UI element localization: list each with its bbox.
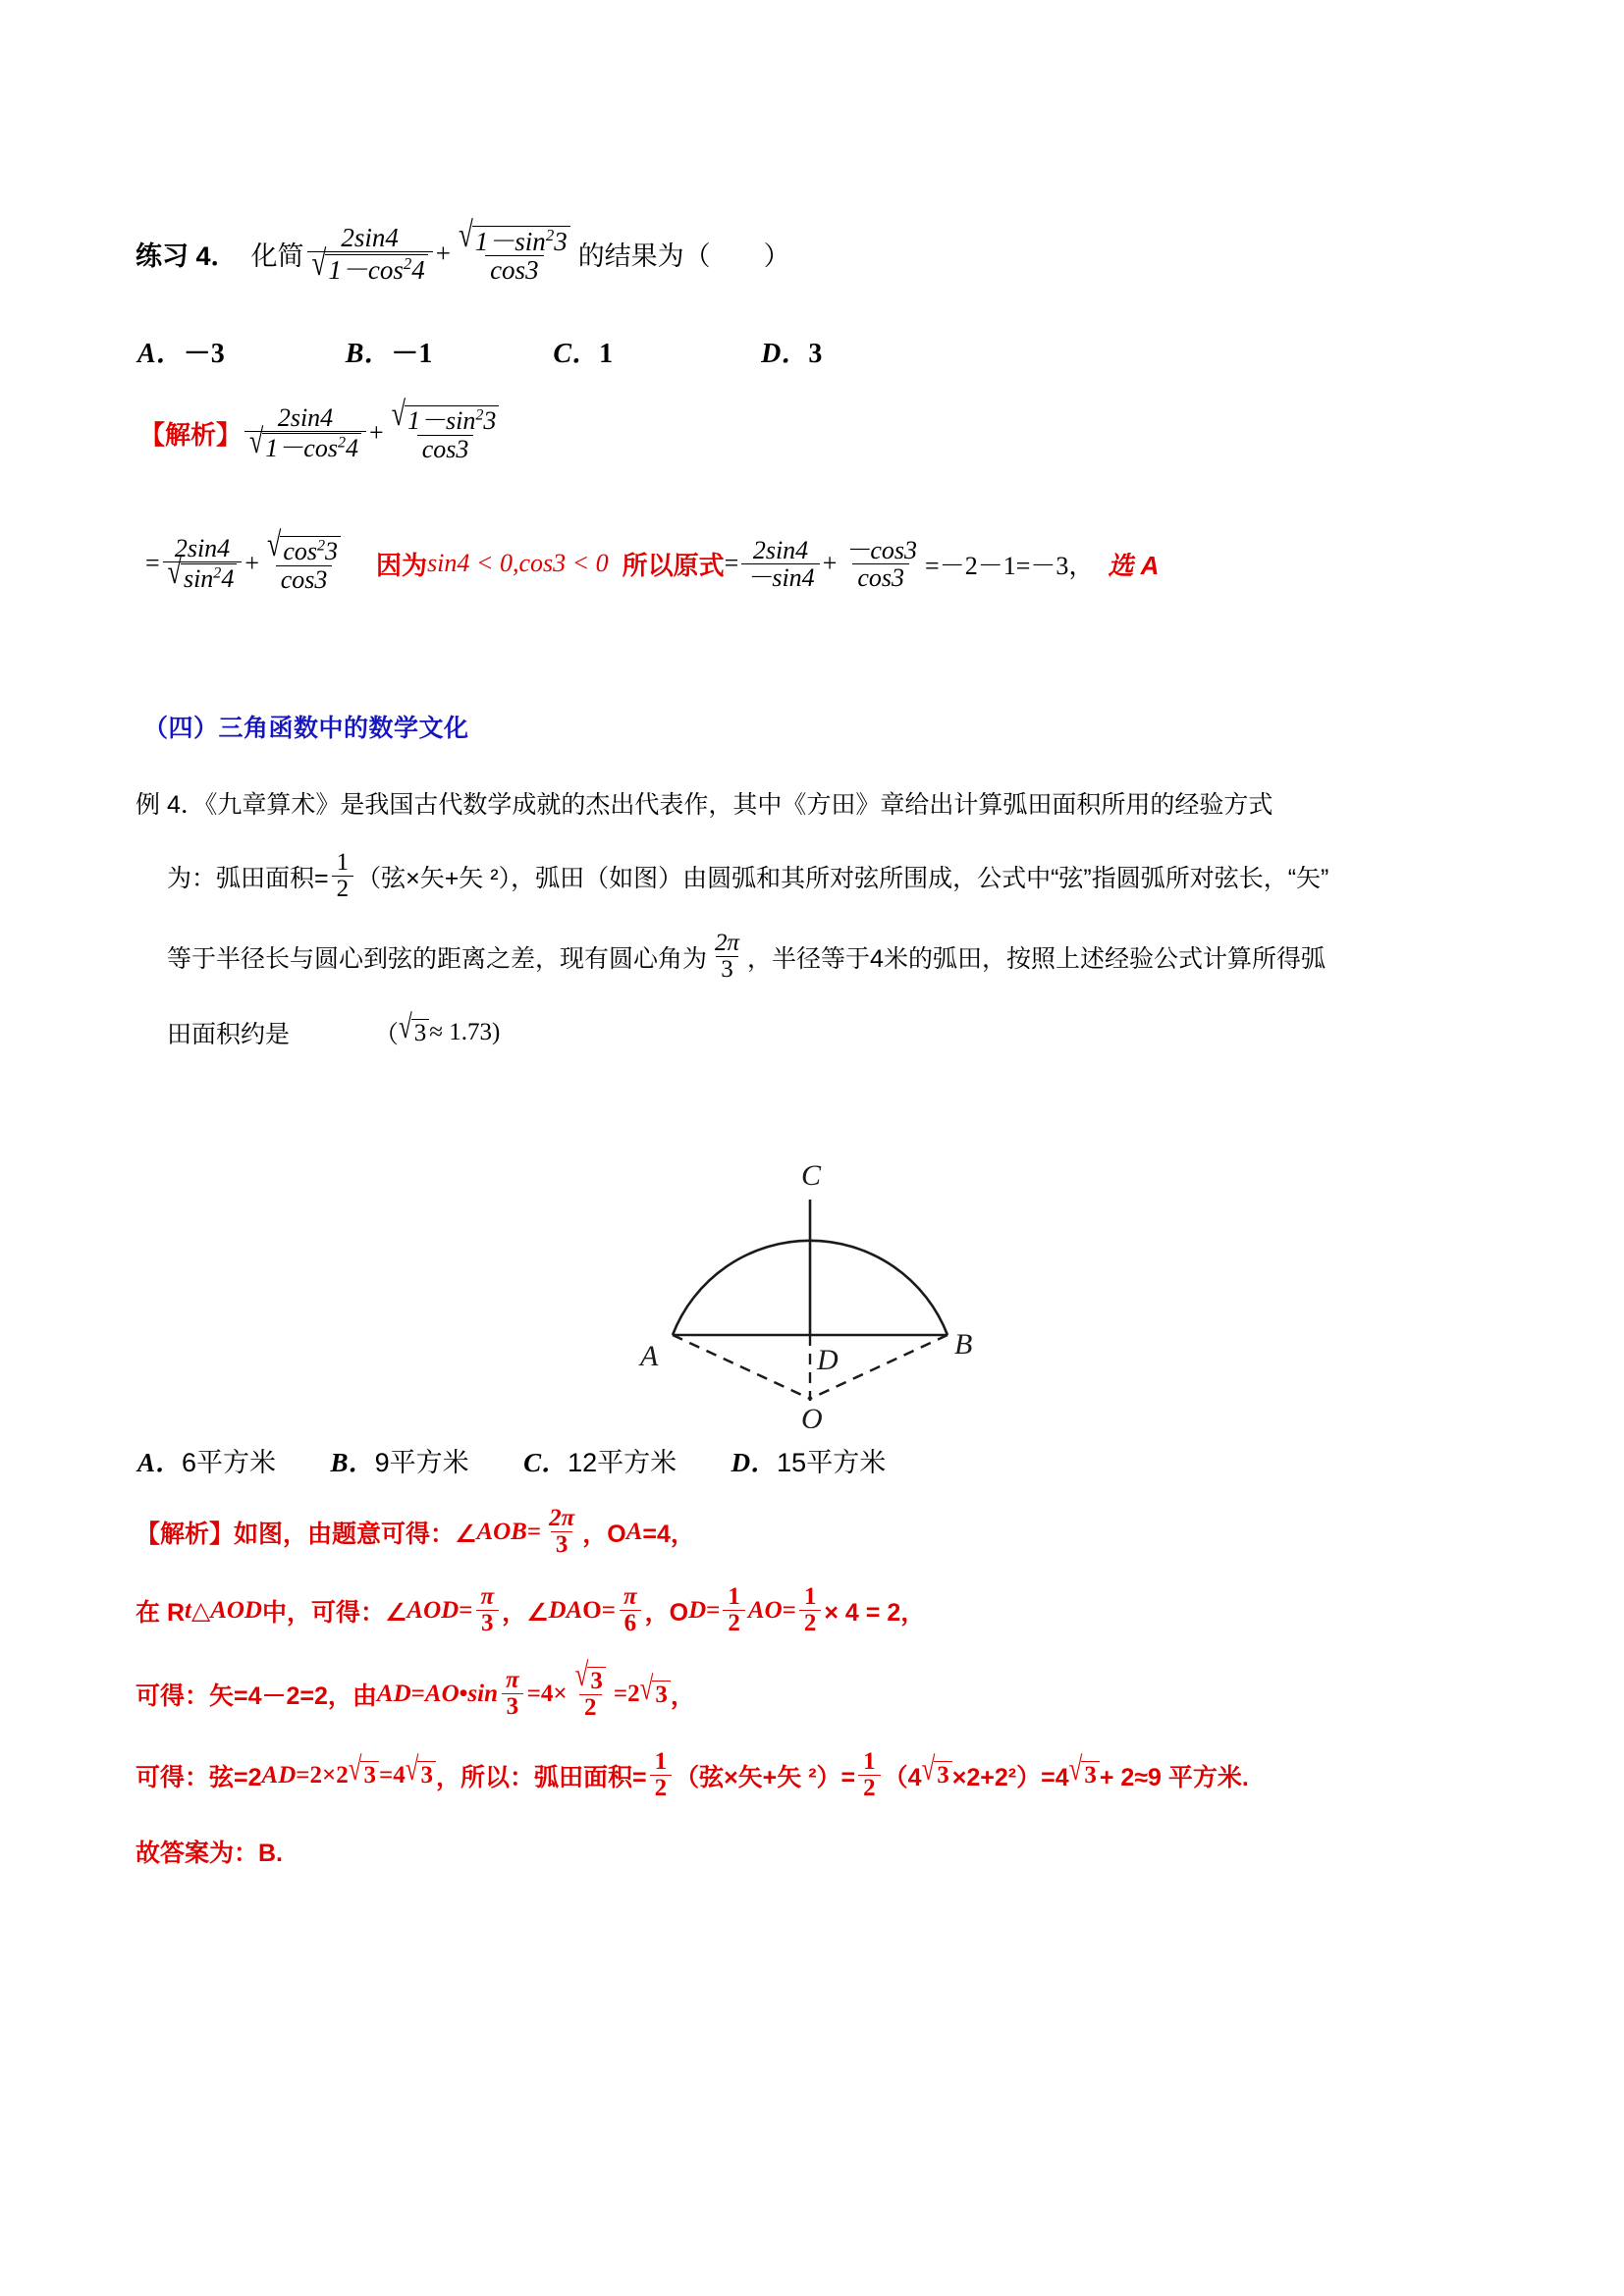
sqrt-icon: √ 3 — [640, 1681, 671, 1708]
solution-fraction-2 — [387, 395, 505, 463]
point-d: D — [688, 1596, 707, 1624]
diagram-svg — [589, 1075, 1041, 1428]
fraction-numerator: 2sin4 — [341, 223, 399, 252]
equals-1: = — [459, 1596, 473, 1624]
pi-over-3 — [475, 1584, 499, 1636]
final-result: + 2≈9 平方米. — [1099, 1763, 1249, 1791]
pi-over-6 — [619, 1584, 642, 1636]
fraction-denominator — [244, 422, 366, 463]
solution-fraction-3 — [163, 535, 243, 593]
choice-d[interactable]: D．15平方米 — [731, 1448, 887, 1477]
formula-prefix: 为：弧田面积= — [167, 864, 329, 892]
fraction-numerator: 2π — [715, 930, 740, 956]
dashed-OA — [673, 1335, 810, 1399]
example-solution-line-3 — [135, 1657, 695, 1722]
plus-operator: + — [369, 418, 384, 448]
sqrt-icon: √ $\cos^23$ — [267, 536, 341, 564]
triangle-symbol: △ — [190, 1597, 211, 1625]
exercise-4-label: 练习 4． — [135, 241, 238, 272]
sqrt-icon: √ $\sin^24$ — [168, 563, 238, 592]
example-4-line-2 — [167, 850, 1328, 902]
t-italic: t — [185, 1596, 191, 1624]
fraction-denominator: 2 — [332, 876, 354, 902]
sin-function: sin — [467, 1680, 498, 1707]
fraction-denominator: －sin4 — [741, 563, 819, 591]
compute-mid: ×2+2²）=4 — [951, 1763, 1069, 1791]
solution-text: 如图，由题意可得：∠ — [234, 1520, 477, 1548]
exercise-4-fraction-2 — [454, 214, 575, 285]
sqrt-icon: √ $1-\cos^24$ — [249, 433, 361, 461]
choice-a[interactable]: A．－3 — [137, 339, 225, 369]
point-o: O — [582, 1596, 602, 1624]
fraction-denominator: 6 — [620, 1610, 642, 1636]
shi-value: 可得：矢=4－2=2，由 — [135, 1682, 377, 1710]
one-half-1 — [650, 1749, 673, 1801]
sqrt-icon: √ 3 — [1069, 1761, 1100, 1789]
oa-value: =4， — [642, 1520, 695, 1548]
fraction-numerator: π — [623, 1583, 637, 1610]
solution-4-line-1 — [139, 395, 507, 463]
solution-4-line-2 — [145, 525, 1160, 594]
fraction-denominator: 2 — [858, 1775, 881, 1801]
equals-2: =4 — [378, 1761, 406, 1789]
solution-text-b: ，O — [582, 1520, 626, 1548]
compute-open: （4 — [883, 1763, 922, 1791]
fraction-numerator: 2π — [549, 1505, 575, 1531]
one-half-2 — [858, 1749, 881, 1801]
angle-value-fraction — [544, 1506, 579, 1558]
plus-operator: + — [244, 549, 260, 578]
equals-3: =2 — [613, 1680, 640, 1707]
choice-c[interactable]: C．1 — [553, 339, 614, 369]
fraction-denominator: 2 — [650, 1775, 673, 1801]
angle-aod: AOD — [406, 1596, 460, 1624]
example-4-line-1: 例 4．《九章算术》是我国古代数学成就的杰出代表作，其中《方田》章给出计算弧田面积所用的经验方式 — [135, 791, 1273, 819]
fraction-denominator — [163, 553, 243, 594]
fraction-denominator: 2 — [723, 1610, 745, 1636]
reason-math: sin4 < 0,cos3 < 0 — [427, 549, 609, 578]
approx-value: ≈ 1.73) — [429, 1019, 501, 1045]
fraction-denominator: cos3 — [852, 563, 909, 591]
one-half-1 — [723, 1584, 745, 1636]
solution-text-b: 中，可得：∠ — [262, 1598, 407, 1627]
paren-open: （ — [374, 1021, 400, 1048]
solution-fraction-6 — [839, 537, 922, 591]
fraction-numerator: 1 — [863, 1748, 876, 1775]
reason-prefix: 因为 — [376, 550, 428, 580]
point-a: A — [625, 1518, 643, 1545]
triangle-aod: AOD — [210, 1596, 262, 1624]
segment-ao: AO — [747, 1596, 783, 1624]
fraction-numerator: 1 — [336, 849, 350, 876]
solution-result: =－2－1=－3， — [925, 551, 1095, 580]
exercise-4-fraction-1 — [307, 224, 433, 284]
choice-a[interactable]: A．6平方米 — [137, 1448, 277, 1477]
chord-prefix: 可得：弦=2 — [135, 1763, 262, 1791]
equals-2: =4× — [526, 1680, 568, 1707]
fraction-numerator: 2sin4 — [277, 403, 334, 432]
fraction-denominator: cos3 — [485, 255, 544, 284]
label-C: C — [801, 1159, 822, 1192]
fraction-denominator: 3 — [476, 1610, 499, 1636]
one-half-fraction — [332, 850, 354, 902]
fraction-numerator — [387, 395, 505, 436]
solution-fraction-1 — [244, 404, 366, 462]
fraction-denominator: 3 — [716, 956, 738, 983]
example-solution-line-1 — [135, 1506, 695, 1558]
solution-fraction-4 — [262, 525, 346, 594]
area-prefix: ，所以：弧田面积= — [435, 1763, 647, 1791]
fraction-denominator: cos3 — [276, 565, 333, 593]
choice-d[interactable]: D．3 — [761, 339, 823, 369]
fraction-numerator: 2sin4 — [174, 534, 231, 562]
equals-operator: = — [145, 549, 160, 578]
rt-prefix: 在 R — [135, 1598, 186, 1627]
solution-fraction-5 — [741, 537, 819, 591]
therefore-prefix: 所以原式 — [622, 550, 725, 580]
sqrt-icon: √ $1-\cos^24$ — [312, 254, 428, 284]
choice-b[interactable]: B．－1 — [345, 339, 433, 369]
fraction-denominator: 2 — [579, 1694, 602, 1721]
angle-aob: AOB — [476, 1518, 527, 1545]
segment-ao: AO — [424, 1680, 460, 1707]
example-solution-line-2 — [135, 1584, 925, 1636]
fraction-numerator: 1 — [654, 1748, 668, 1775]
fraction-denominator — [307, 242, 433, 285]
solution-text-d: ，O — [644, 1598, 689, 1627]
example-4-line-4 — [167, 1009, 501, 1050]
example-4-choices — [137, 1441, 886, 1479]
sqrt-icon: √ 3 — [406, 1761, 436, 1789]
label-D: D — [817, 1344, 839, 1376]
label-B: B — [954, 1328, 973, 1361]
central-angle-fraction — [710, 931, 744, 983]
area-question: 田面积约是 — [167, 1021, 291, 1048]
equals-4: = — [782, 1596, 796, 1624]
formula-rest: （弦×矢+矢 ²），弧田（如图）由圆弧和其所对弦所围成，公式中“弦”指圆弧所对弦长，“矢” — [356, 864, 1329, 892]
segment-ad: AD — [261, 1761, 297, 1789]
angle-rest: ，半径等于4米的弧田，按照上述经验公式计算所得弧 — [747, 944, 1326, 973]
sqrt3-over-2 — [570, 1657, 611, 1722]
label-A: A — [640, 1340, 659, 1372]
fraction-numerator: 2sin4 — [752, 535, 809, 564]
solution-tag: 【解析】 — [135, 1520, 235, 1548]
fraction-denominator: cos3 — [417, 435, 474, 462]
exercise-4-statement — [135, 214, 790, 285]
fraction-denominator: 3 — [502, 1693, 524, 1720]
equals-operator: = — [526, 1518, 542, 1545]
equals-operator-2: = — [724, 549, 739, 578]
sqrt-icon: √ 3 — [399, 1019, 429, 1046]
solution-text-c: ，∠ — [502, 1598, 549, 1627]
sqrt-icon: √ $1-\sin^23$ — [392, 405, 500, 434]
pi-over-3 — [501, 1668, 524, 1720]
angle-da: DA — [548, 1596, 583, 1624]
dot-operator: • — [459, 1680, 468, 1707]
choice-b[interactable]: B．9平方米 — [330, 1448, 469, 1477]
fraction-denominator: 3 — [551, 1531, 573, 1558]
sqrt-icon: √ $1-\sin^23$ — [459, 226, 570, 255]
fraction-denominator: 2 — [799, 1610, 822, 1636]
equals-1: =2×2 — [296, 1761, 349, 1789]
equals-3: = — [706, 1596, 721, 1624]
fraction-numerator — [454, 214, 575, 256]
fraction-numerator — [570, 1657, 611, 1695]
sqrt-icon: √ 3 — [575, 1667, 606, 1694]
segment-ad: AD — [376, 1680, 411, 1707]
formula-text: （弦×矢+矢 ²）= — [675, 1763, 856, 1791]
comma: ， — [670, 1682, 695, 1710]
exercise-4-verb: 化简 — [250, 241, 304, 272]
fraction-numerator: －cos3 — [844, 535, 918, 564]
exercise-4-choices — [137, 332, 822, 371]
solution-tag: 【解析】 — [139, 419, 243, 450]
equals-2: = — [601, 1596, 616, 1624]
fraction-numerator: π — [480, 1583, 495, 1610]
label-O: O — [801, 1403, 823, 1428]
example-final-answer: 故答案为：B. — [135, 1840, 284, 1867]
fraction-numerator: π — [506, 1667, 519, 1694]
sqrt-icon: √ 3 — [349, 1761, 379, 1789]
choice-c[interactable]: C．12平方米 — [523, 1448, 677, 1477]
one-half-2 — [799, 1584, 822, 1636]
section-title: （四）三角函数中的数学文化 — [143, 715, 469, 742]
example-solution-line-4 — [135, 1749, 1249, 1801]
plus-operator-2: + — [822, 549, 838, 578]
od-result: × 4 = 2， — [824, 1598, 926, 1627]
exercise-4-tail: 的结果为（ ） — [577, 241, 790, 272]
fraction-numerator: 1 — [803, 1583, 817, 1610]
fraction-numerator — [262, 525, 346, 566]
selected-answer: 选 A — [1108, 550, 1160, 580]
arc-field-diagram — [589, 1075, 1041, 1433]
fraction-numerator: 1 — [728, 1583, 740, 1610]
angle-prefix: 等于半径长与圆心到弦的距离之差，现有圆心角为 — [167, 944, 708, 973]
example-4-line-3 — [167, 931, 1326, 983]
equals-1: = — [410, 1680, 425, 1707]
sqrt-icon: √ 3 — [922, 1761, 952, 1789]
plus-operator: + — [435, 239, 451, 269]
